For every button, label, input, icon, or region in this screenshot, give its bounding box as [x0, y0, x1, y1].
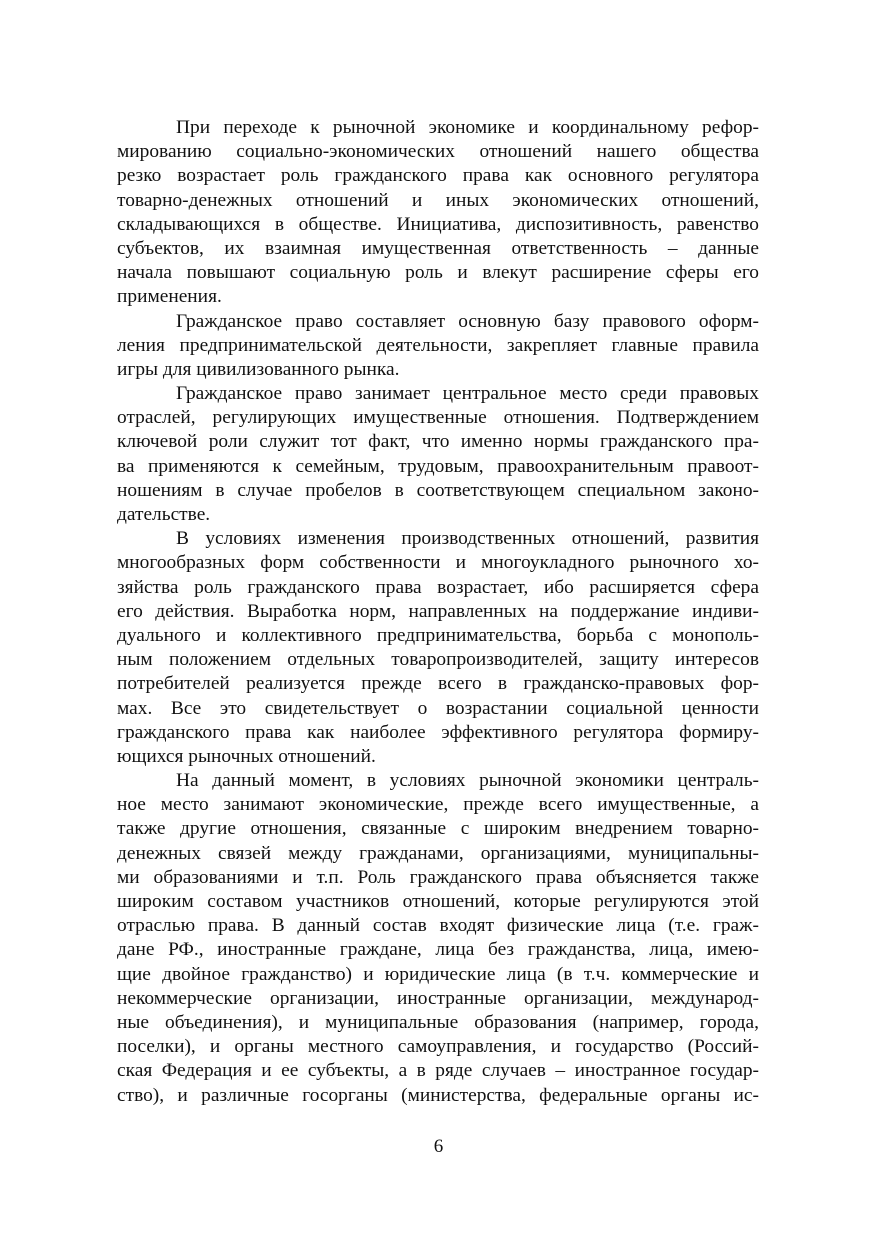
text-line: ская Федерация и ее субъекты, а в ряде случаев – иностранное государ-	[117, 1060, 759, 1082]
text-line: При переходе к рыночной экономике и координальному рефор-	[176, 117, 759, 138]
text-line: дане РФ., иностранные граждане, лица без гражданства, лица, имею-	[117, 939, 759, 961]
paragraph	[117, 116, 759, 310]
text-line: щие двойное гражданство) и юридические лица (в т.ч. коммерческие и	[117, 963, 759, 985]
text-line: ношениям в случае пробелов в соответствующем специальном законо-	[117, 479, 759, 501]
text-line: отраслей, регулирующих имущественные отношения. Подтверждением	[117, 407, 759, 429]
text-line: зяйства роль гражданского права возрастает, ибо расширяется сфера	[117, 576, 759, 598]
text-line: начала повышают социальную роль и влекут расширение сферы его	[117, 262, 759, 284]
text-line: ное место занимают экономические, прежде всего имущественные, а	[117, 794, 759, 816]
text-line: применения.	[117, 286, 222, 308]
text-line: некоммерческие организации, иностранные организации, международ-	[117, 987, 759, 1009]
text-line: ва применяются к семейным, трудовым, правоохранительным правоот-	[117, 455, 759, 477]
text-line: дуального и коллективного предпринимательства, борьба с монополь-	[117, 624, 759, 646]
text-line: поселки), и органы местного самоуправления, и государство (Россий-	[117, 1036, 759, 1058]
text-line: ключевой роли служит тот факт, что именно нормы гражданского пра-	[117, 431, 759, 453]
text-line: В условиях изменения производственных отношений, развития	[176, 528, 759, 550]
text-line: резко возрастает роль гражданского права как основного регулятора	[117, 165, 759, 187]
text-line: товарно-денежных отношений и иных экономических отношений,	[117, 189, 759, 211]
text-line: На данный момент, в условиях рыночной экономики централь-	[176, 770, 759, 792]
text-line: многообразных форм собственности и многоукладного рыночного хо-	[117, 552, 759, 574]
paragraph	[117, 527, 759, 769]
paragraph	[117, 382, 759, 527]
body-text	[117, 116, 759, 1108]
text-line: ления предпринимательской деятельности, закрепляет главные правила	[117, 334, 759, 356]
text-line: игры для цивилизованного рынка.	[117, 358, 400, 380]
page-number: 6	[433, 1136, 444, 1157]
paragraph	[117, 310, 759, 383]
text-line: Гражданское право составляет основную базу правового оформ-	[176, 310, 759, 332]
text-line: ные объединения), и муниципальные образования (например, города,	[117, 1011, 759, 1033]
text-line: дательстве.	[117, 504, 211, 525]
text-line: денежных связей между гражданами, организациями, муниципальны-	[117, 842, 759, 864]
text-line: Гражданское право занимает центральное место среди правовых	[176, 383, 759, 405]
text-line: мированию социально-экономических отношений нашего общества	[117, 141, 759, 163]
text-line: ми образованиями и т.п. Роль гражданского права объясняется также	[117, 866, 759, 888]
text-line: ным положением отдельных товаропроизводителей, защиту интересов	[117, 649, 759, 671]
text-line: ство), и различные госорганы (министерства, федеральные органы ис-	[117, 1084, 759, 1106]
text-line: ющихся рыночных отношений.	[117, 745, 376, 767]
text-line: отраслью права. В данный состав входят физические лица (т.е. граж-	[117, 915, 759, 937]
text-line: гражданского права как наиболее эффективного регулятора формиру-	[117, 721, 759, 743]
text-line: его действия. Выработка норм, направленных на поддержание индиви-	[117, 600, 759, 622]
text-line: складывающихся в обществе. Инициатива, диспозитивность, равенство	[117, 213, 759, 235]
text-line: субъектов, их взаимная имущественная ответственность – данные	[117, 237, 759, 259]
text-line: мах. Все это свидетельствует о возрастании социальной ценности	[117, 697, 759, 719]
text-line: потребителей реализуется прежде всего в гражданско-правовых фор-	[117, 673, 759, 695]
paragraph	[117, 769, 759, 1108]
text-line: также другие отношения, связанные с широким внедрением товарно-	[117, 818, 759, 840]
text-line: широким составом участников отношений, которые регулируются этой	[117, 891, 759, 912]
